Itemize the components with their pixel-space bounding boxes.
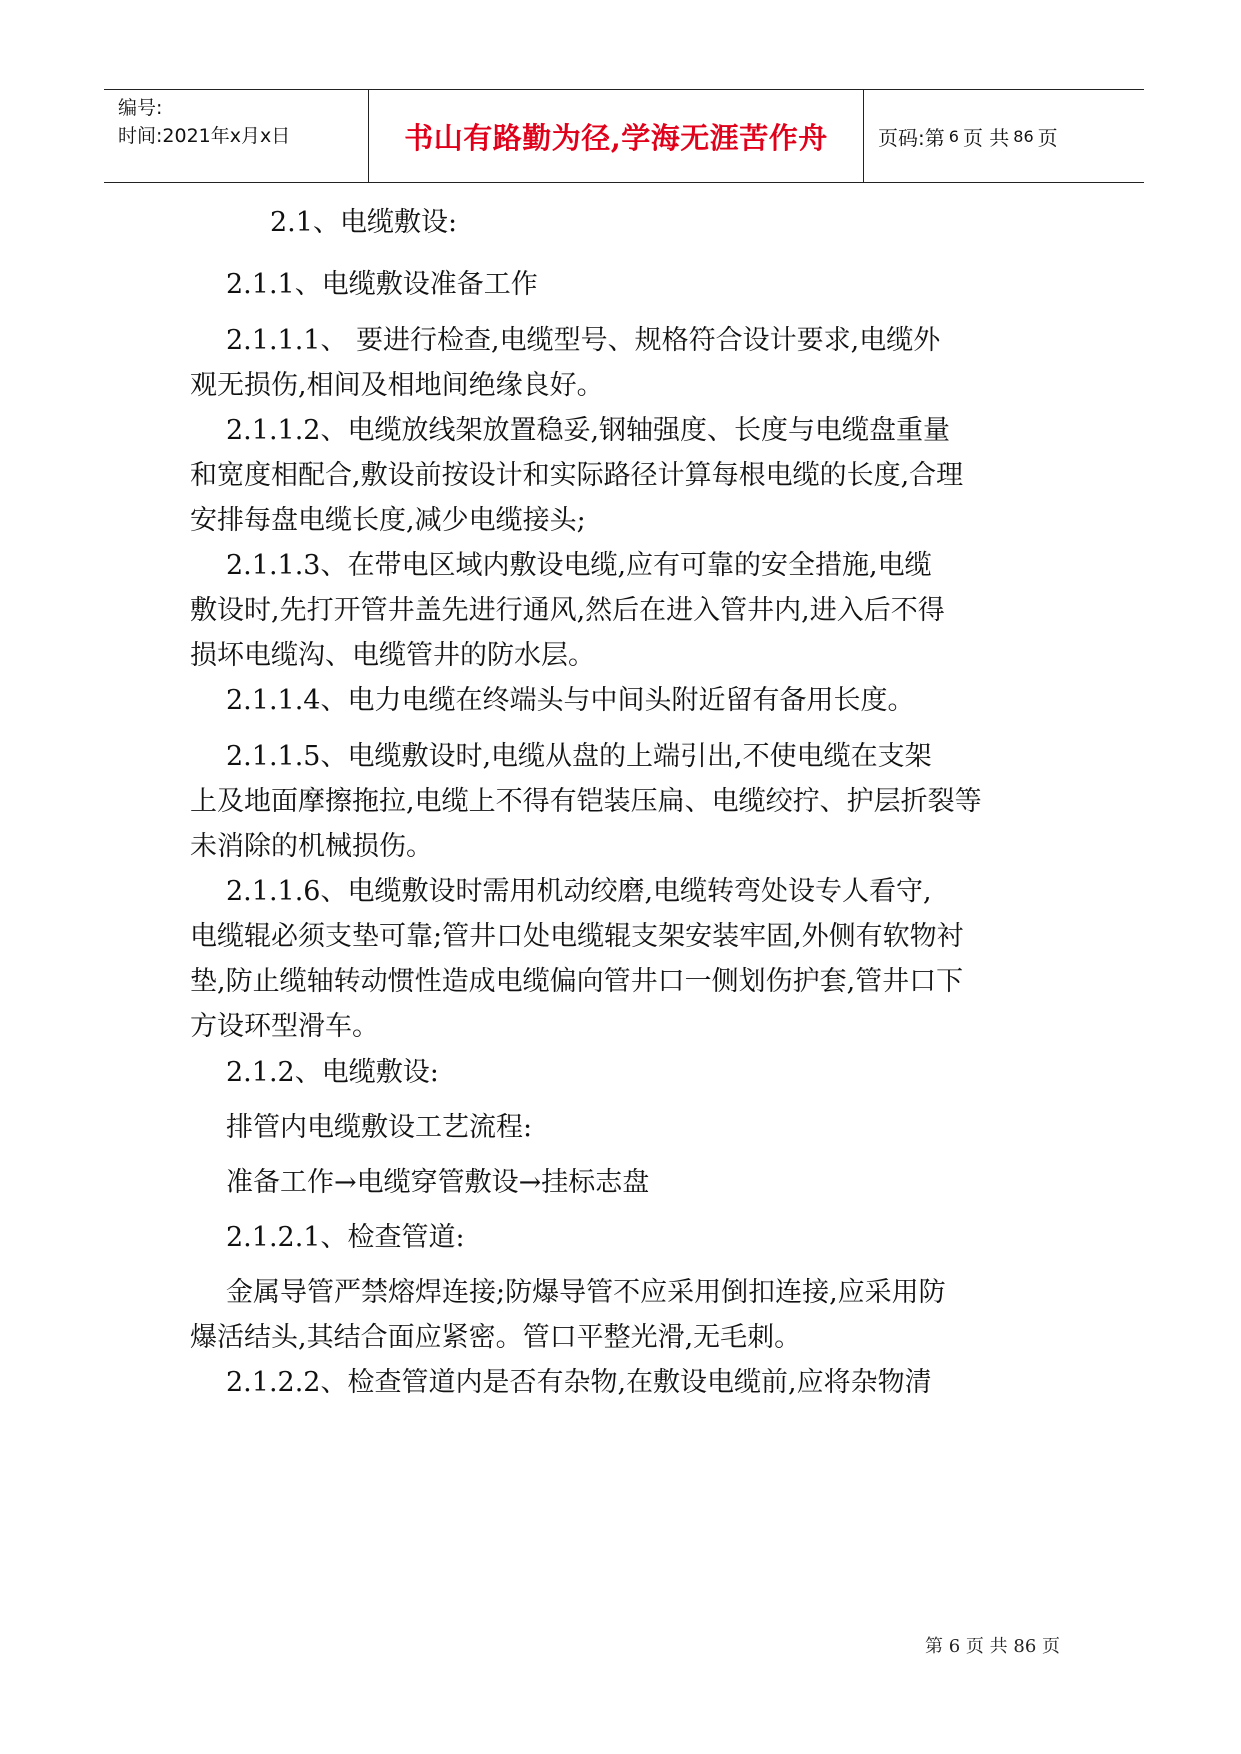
paragraph-line: 2.1、电缆敷设:: [270, 207, 458, 238]
paragraph: [190, 678, 1060, 723]
header-page-info: [864, 90, 1144, 182]
paragraph-line: 2.1.2、电缆敷设:: [226, 1057, 439, 1088]
paragraph-line: 方设环型滑车。: [190, 1011, 379, 1042]
number-label: 编号:: [118, 97, 163, 119]
paragraph: [190, 543, 1060, 678]
paragraph-line: 金属导管严禁熔焊连接;防爆导管不应采用倒扣连接,应采用防: [226, 1277, 946, 1308]
paragraph-line: 2.1.2.1、检查管道:: [226, 1222, 465, 1253]
page-suffix: 页: [1037, 125, 1058, 150]
paragraph: [190, 200, 1060, 245]
paragraph-line: 2.1.1.2、电缆放线架放置稳妥,钢轴强度、长度与电缆盘重量: [226, 415, 951, 446]
paragraph-line: 垫,防止缆轴转动惯性造成电缆偏向管井口一侧划伤护套,管井口下: [190, 966, 964, 997]
paragraph-line: 2.1.1.3、在带电区域内敷设电缆,应有可靠的安全措施,电缆: [226, 550, 932, 581]
paragraph-line: 2.1.2.2、检查管道内是否有杂物,在敷设电缆前,应将杂物清: [226, 1367, 932, 1398]
paragraph-line: 2.1.1.6、电缆敷设时需用机动绞磨,电缆转弯处设专人看守,: [226, 876, 932, 907]
paragraph: [190, 262, 1060, 307]
paragraph-line: 敷设时,先打开管井盖先进行通风,然后在进入管井内,进入后不得: [190, 595, 945, 626]
page-header: [104, 89, 1144, 183]
paragraph: [190, 1360, 1060, 1405]
paragraph-line: 和宽度相配合,敷设前按设计和实际路径计算每根电缆的长度,合理: [190, 460, 964, 491]
page-footer: 第 6 页 共 86 页: [925, 1636, 1060, 1657]
paragraph: [190, 869, 1060, 1049]
paragraph-line: 爆活结头,其结合面应紧密。管口平整光滑,无毛刺。: [190, 1322, 802, 1353]
page-number: 6: [948, 126, 959, 146]
page-prefix: 页码:第: [878, 125, 945, 150]
paragraph: [190, 734, 1060, 869]
header-motto: 书山有路勤为径,学海无涯苦作舟: [369, 90, 864, 182]
paragraph-line: 观无损伤,相间及相地间绝缘良好。: [190, 370, 604, 401]
paragraph-line: 电缆辊必须支垫可靠;管井口处电缆辊支架安装牢固,外侧有软物衬: [190, 921, 964, 952]
paragraph-line: 上及地面摩擦拖拉,电缆上不得有铠装压扁、电缆绞拧、护层折裂等: [190, 786, 982, 817]
paragraph: [190, 318, 1060, 408]
paragraph: [190, 1215, 1060, 1260]
page-mid: 页 共: [962, 125, 1010, 150]
paragraph-line: 损坏电缆沟、电缆管井的防水层。: [190, 640, 595, 671]
page-total: 86: [1013, 126, 1034, 146]
paragraph-line: 2.1.1.4、电力电缆在终端头与中间头附近留有备用长度。: [226, 685, 915, 716]
paragraph-line: 安排每盘电缆长度,减少电缆接头;: [190, 505, 586, 536]
paragraph-line: 2.1.1.1、 要进行检查,电缆型号、规格符合设计要求,电缆外: [226, 325, 941, 356]
paragraph: [190, 1105, 1060, 1150]
paragraph-line: 准备工作→电缆穿管敷设→挂标志盘: [226, 1167, 650, 1198]
paragraph: [190, 1270, 1060, 1360]
time-label: 时间:2021年x月x日: [118, 125, 291, 147]
paragraph: [190, 1160, 1060, 1205]
paragraph: [190, 408, 1060, 543]
paragraph-line: 2.1.1、电缆敷设准备工作: [226, 269, 538, 300]
paragraph: [190, 1050, 1060, 1095]
paragraph-line: 未消除的机械损伤。: [190, 831, 433, 862]
paragraph-line: 2.1.1.5、电缆敷设时,电缆从盘的上端引出,不使电缆在支架: [226, 741, 932, 772]
header-meta: [104, 90, 369, 182]
paragraph-line: 排管内电缆敷设工艺流程:: [226, 1112, 533, 1143]
